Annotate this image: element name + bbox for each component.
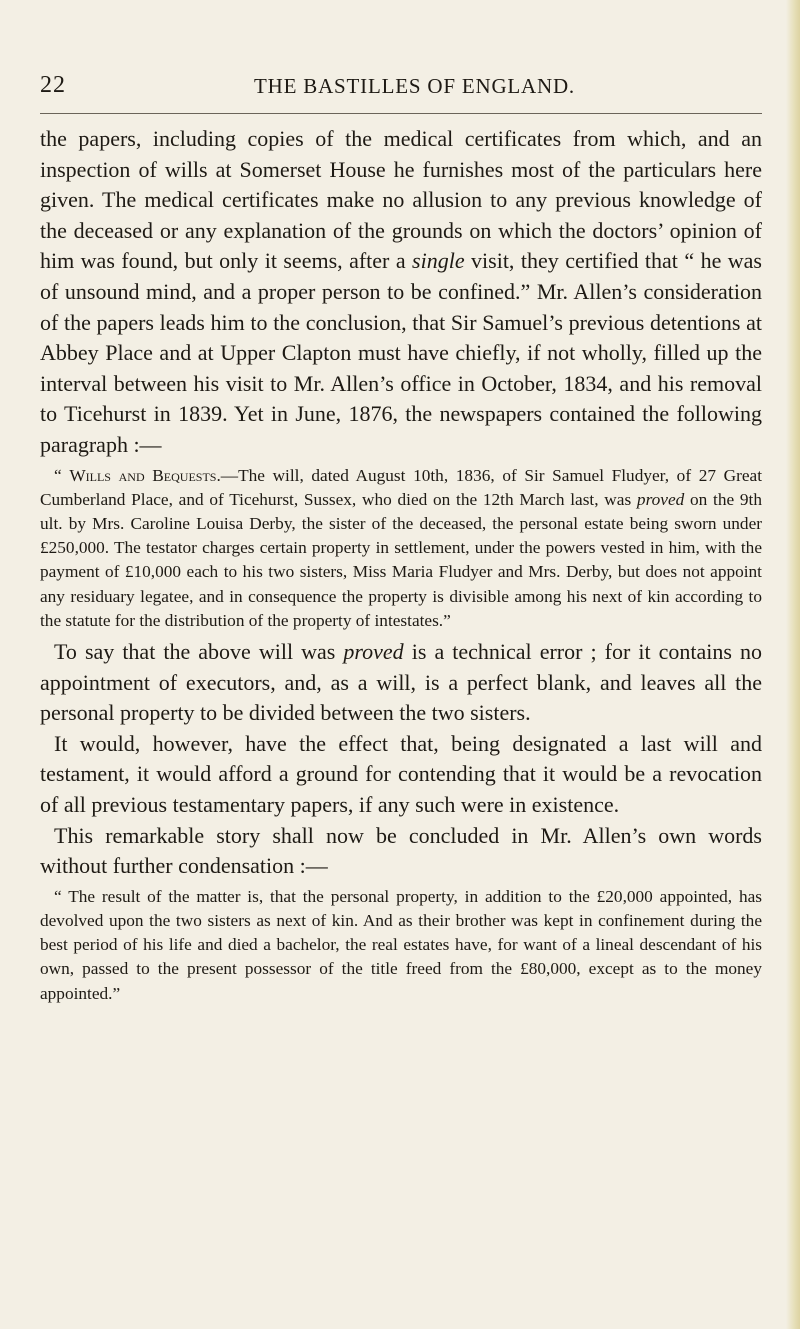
paragraph-continuation: the papers, including copies of the medical certificates from which, and an inspection of wills at Somerset House he furnishes most of the particulars here given. The medical certificates make no allusion to any previous knowledge of the deceased or any explanation of the grounds on which the doctors’ opinion of him was found, but only it seems, after a single visit, they certified that “ he was of unsound mind, and a proper person to be confined.” Mr. Allen’s consideration of the papers leads him to the conclusion, that Sir Samuel’s previous detentions at Abbey Place and at Upper Clapton must have chiefly, if not wholly, filled up the interval between his visit to Mr. Allen’s office in October, 1834, and his removal to Ticehurst in 1839. Yet in June, 1876, the newspapers contained the following paragraph :— <box>40 126 762 457</box>
running-head: THE BASTILLES OF ENGLAND. <box>254 74 575 98</box>
page-header <box>40 72 762 102</box>
quote-heading: Wills and Bequests. <box>69 465 221 485</box>
emphasis-proved: proved <box>636 489 685 509</box>
page-edge-shadow <box>786 0 800 1329</box>
emphasis-single: single <box>412 248 465 274</box>
paragraph-technical-error: To say that the above will was proved is a technical error ; for it contains no appointment of executors, and, as a will, is a perfect blank, and leaves all the personal property to be divided between the two sisters. <box>40 638 762 726</box>
paragraph-revocation: It would, however, have the effect that, being designated a last will and testament, it would afford a ground for contending that it would be a revocation of all previous testamentary papers, if any such were in existence. <box>40 730 762 817</box>
quoted-newspaper-paragraph: “ Wills and Bequests.—The will, dated August 10th, 1836, of Sir Samuel Fludyer, of 27 Great Cumberland Place, and of Ticehurst, Sussex, who died on the 12th March last, was proved on the 9th ult. by Mrs. Caroline Louisa Derby, the sister of the deceased, the personal estate being sworn under £250,000. The testator charges certain property in settlement, under the powers vested in him, with the payment of £10,000 each to his two sisters, Miss Maria Fludyer and Mrs. Derby, but does not appoint any residuary legatee, and in consequence the property is divisible among his next of kin according to the statute for the distribution of the property of intestates.” <box>40 465 763 630</box>
quoted-allen-paragraph: “ The result of the matter is, that the personal property, in addition to the £20,000 appointed, has devolved upon the two sisters as next of kin. And as their brother was kept in confinement during the best period of his life and died a bachelor, the real estates have, for want of a lineal descendant of his own, passed to the present possessor of the title freed from the £80,000, except as to the money appointed.” <box>40 886 762 1003</box>
paragraph-conclusion-intro: This remarkable story shall now be concluded in Mr. Allen’s own words without further condensation :— <box>40 822 762 879</box>
body-text <box>40 124 762 1006</box>
header-rule <box>40 113 762 114</box>
emphasis-proved: proved <box>343 638 404 664</box>
page-number: 22 <box>40 72 66 98</box>
